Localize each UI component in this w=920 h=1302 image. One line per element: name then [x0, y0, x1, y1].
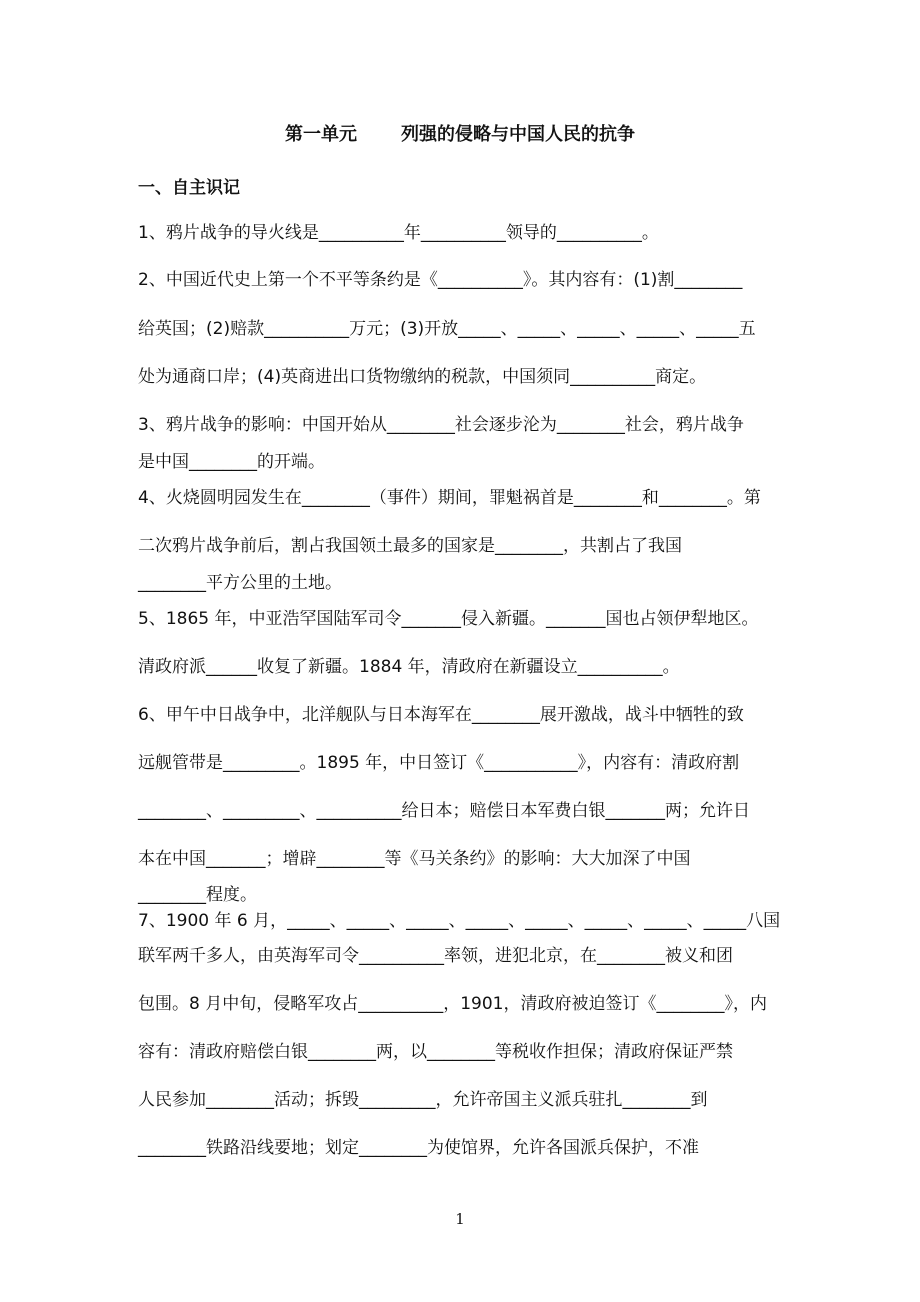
- question-5-line-1: 5、1865 年，中亚浩罕国陆军司令_______侵入新疆。_______国也占领伊犁地区。: [138, 609, 759, 629]
- question-6-line-5: ________程度。: [138, 885, 257, 905]
- question-3-line-2: 是中国________的开端。: [138, 452, 325, 472]
- question-2-line-1: 2、中国近代史上第一个不平等条约是《__________》。其内容有：(1)割________: [138, 270, 743, 290]
- question-2-line-2: 给英国；(2)赔款__________万元；(3)开放_____、_____、_____、_____、_____五: [138, 319, 756, 339]
- page-number: 1: [455, 1210, 465, 1228]
- question-6-line-4: 本在中国_______；增辟________等《马关条约》的影响：大大加深了中国: [138, 849, 691, 869]
- question-7-line-2: 联军两千多人，由英海军司令__________率领，进犯北京，在________被义和团: [138, 946, 733, 966]
- question-5-line-2: 清政府派______收复了新疆。1884 年，清政府在新疆设立__________。: [138, 657, 680, 677]
- question-4-line-3: ________平方公里的土地。: [138, 573, 342, 593]
- question-7-line-6: ________铁路沿线要地；划定________为使馆界，允许各国派兵保护，不准: [138, 1138, 699, 1158]
- question-7-line-4: 容有：清政府赔偿白银________两，以________等税收作担保；清政府保证严禁: [138, 1042, 733, 1062]
- question-4-line-2: 二次鸦片战争前后，割占我国领土最多的国家是________，共割占了我国: [138, 536, 682, 556]
- question-6-line-3: ________、_________、__________给日本；赔偿日本军费白银_______两；允许日: [138, 801, 750, 821]
- unit-title: [0, 120, 920, 146]
- question-7-line-1: 7、1900 年 6 月，_____、_____、_____、_____、_____、_____、_____、_____八国: [138, 911, 781, 931]
- question-3-line-1: 3、鸦片战争的影响：中国开始从________社会逐步沦为________社会，鸦片战争: [138, 415, 744, 435]
- question-6-line-1: 6、甲午中日战争中，北洋舰队与日本海军在________展开激战，战斗中牺牲的致: [138, 705, 744, 725]
- question-2-line-3: 处为通商口岸；(4)英商进出口货物缴纳的税款，中国须同__________商定。: [138, 367, 707, 387]
- unit-title-right: 列强的侵略与中国人民的抗争: [401, 124, 635, 145]
- question-7-line-5: 人民参加________活动；拆毁_________，允许帝国主义派兵驻扎________到: [138, 1090, 708, 1110]
- unit-title-left: 第一单元: [285, 124, 357, 145]
- question-4-line-1: 4、火烧圆明园发生在________（事件）期间，罪魁祸首是________和________。第: [138, 488, 761, 508]
- section-heading: 一、自主识记: [138, 178, 240, 198]
- question-6-line-2: 远舰管带是_________。1895 年，中日签订《___________》，内容有：清政府割: [138, 753, 740, 773]
- question-7-line-3: 包围。8 月中旬，侵略军攻占__________，1901，清政府被迫签订《________》，内: [138, 994, 767, 1014]
- question-1-line-1: 1、鸦片战争的导火线是__________年__________领导的__________。: [138, 223, 659, 243]
